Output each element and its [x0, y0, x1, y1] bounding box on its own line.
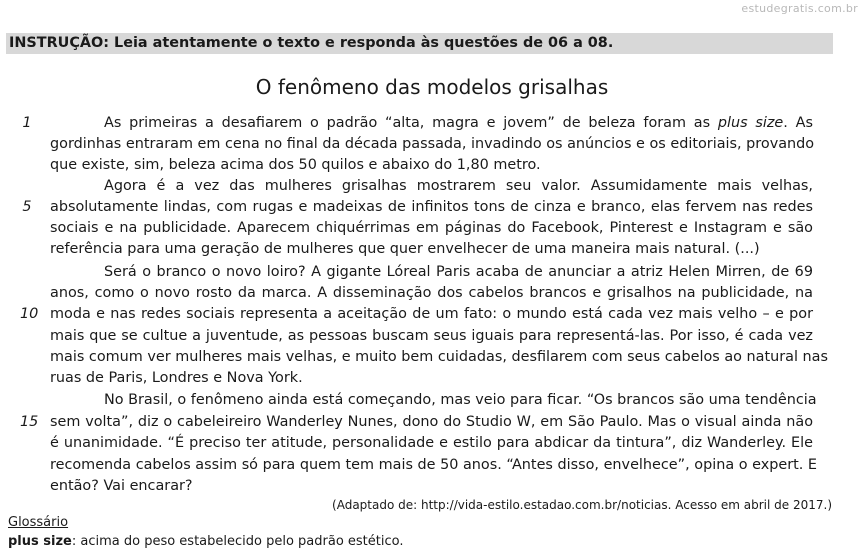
text-line: Será o branco o novo loiro? A gigante Lóreal Paris acaba de anunciar a atriz Helen Mirren, de 69: [104, 264, 813, 280]
text-line: é unanimidade. “É preciso ter atitude, personalidade e estilo para abdicar da tintura”, diz Wanderley. Ele: [50, 435, 813, 451]
line-number: 10: [20, 306, 39, 322]
text-line: absolutamente lindas, com rugas e madeixas de infinitos tons de cinza e branco, elas fervem nas redes: [50, 199, 813, 215]
text-line: então? Vai encarar?: [50, 478, 193, 494]
glossary-title: Glossário: [8, 515, 69, 530]
line-number: 1: [22, 115, 32, 131]
text-line: Agora é a vez das mulheres grisalhas mostrarem seu valor. Assumidamente mais velhas,: [104, 178, 813, 194]
site-watermark: estudegratis.com.br: [741, 2, 858, 15]
glossary-term: plus size: [8, 534, 72, 549]
text-line: mais que se cultue a juventude, as pessoas buscam seus iguais para representá-las. Por isso, é cada vez: [50, 328, 813, 344]
line-number: 5: [22, 199, 32, 215]
text-line: anos, como o novo rosto da marca. A disseminação dos cabelos brancos e grisalhos na publicidade, na: [50, 285, 813, 301]
text-line: sociais e na publicidade. Aparecem chiquérrimas em páginas do Facebook, Pinterest e Instagram e são: [50, 220, 813, 236]
text-line: que existe, sim, beleza acima dos 50 quilos e abaixo do 1,80 metro.: [50, 157, 541, 173]
glossary-definition: : acima do peso estabelecido pelo padrão estético.: [71, 534, 404, 549]
source-citation: (Adaptado de: http://vida-estilo.estadao.com.br/noticias. Acesso em abril de 2017.): [332, 498, 832, 512]
text-line: recomenda cabelos assim só para quem tem mais de 50 anos. “Antes disso, envelhece”, opina o expert. E: [50, 457, 817, 473]
glossary-entry: [8, 533, 404, 551]
article-title: O fenômeno das modelos grisalhas: [255, 75, 609, 99]
instruction-heading: INSTRUÇÃO: Leia atentamente o texto e responda às questões de 06 a 08.: [6, 33, 833, 54]
text-line: moda e nas redes sociais representa a aceitação de um fato: o mundo está cada vez mais velho – e por: [50, 306, 813, 322]
text-line: ruas de Paris, Londres e Nova York.: [50, 370, 303, 386]
text-line: gordinhas entraram em cena no final da década passada, invadindo os anúncios e os editoriais, provando: [50, 136, 815, 152]
text-line: No Brasil, o fenômeno ainda está começando, mas veio para ficar. “Os brancos são uma tendência: [104, 392, 817, 408]
text-line: mais comum ver mulheres mais velhas, e muito bem cuidadas, desfilarem com seus cabelos ao natural nas: [50, 349, 828, 365]
text-line: sem volta”, diz o cabeleireiro Wanderley Nunes, dono do Studio W, em São Paulo. Mas o visual ainda não: [50, 414, 813, 430]
line-number: 15: [20, 414, 39, 430]
text-line: referência para uma geração de mulheres que quer envelhecer de uma maneira mais natural. (...): [50, 241, 760, 257]
text-line: As primeiras a desafiarem o padrão “alta, magra e jovem” de beleza foram as plus size. As: [104, 115, 813, 131]
